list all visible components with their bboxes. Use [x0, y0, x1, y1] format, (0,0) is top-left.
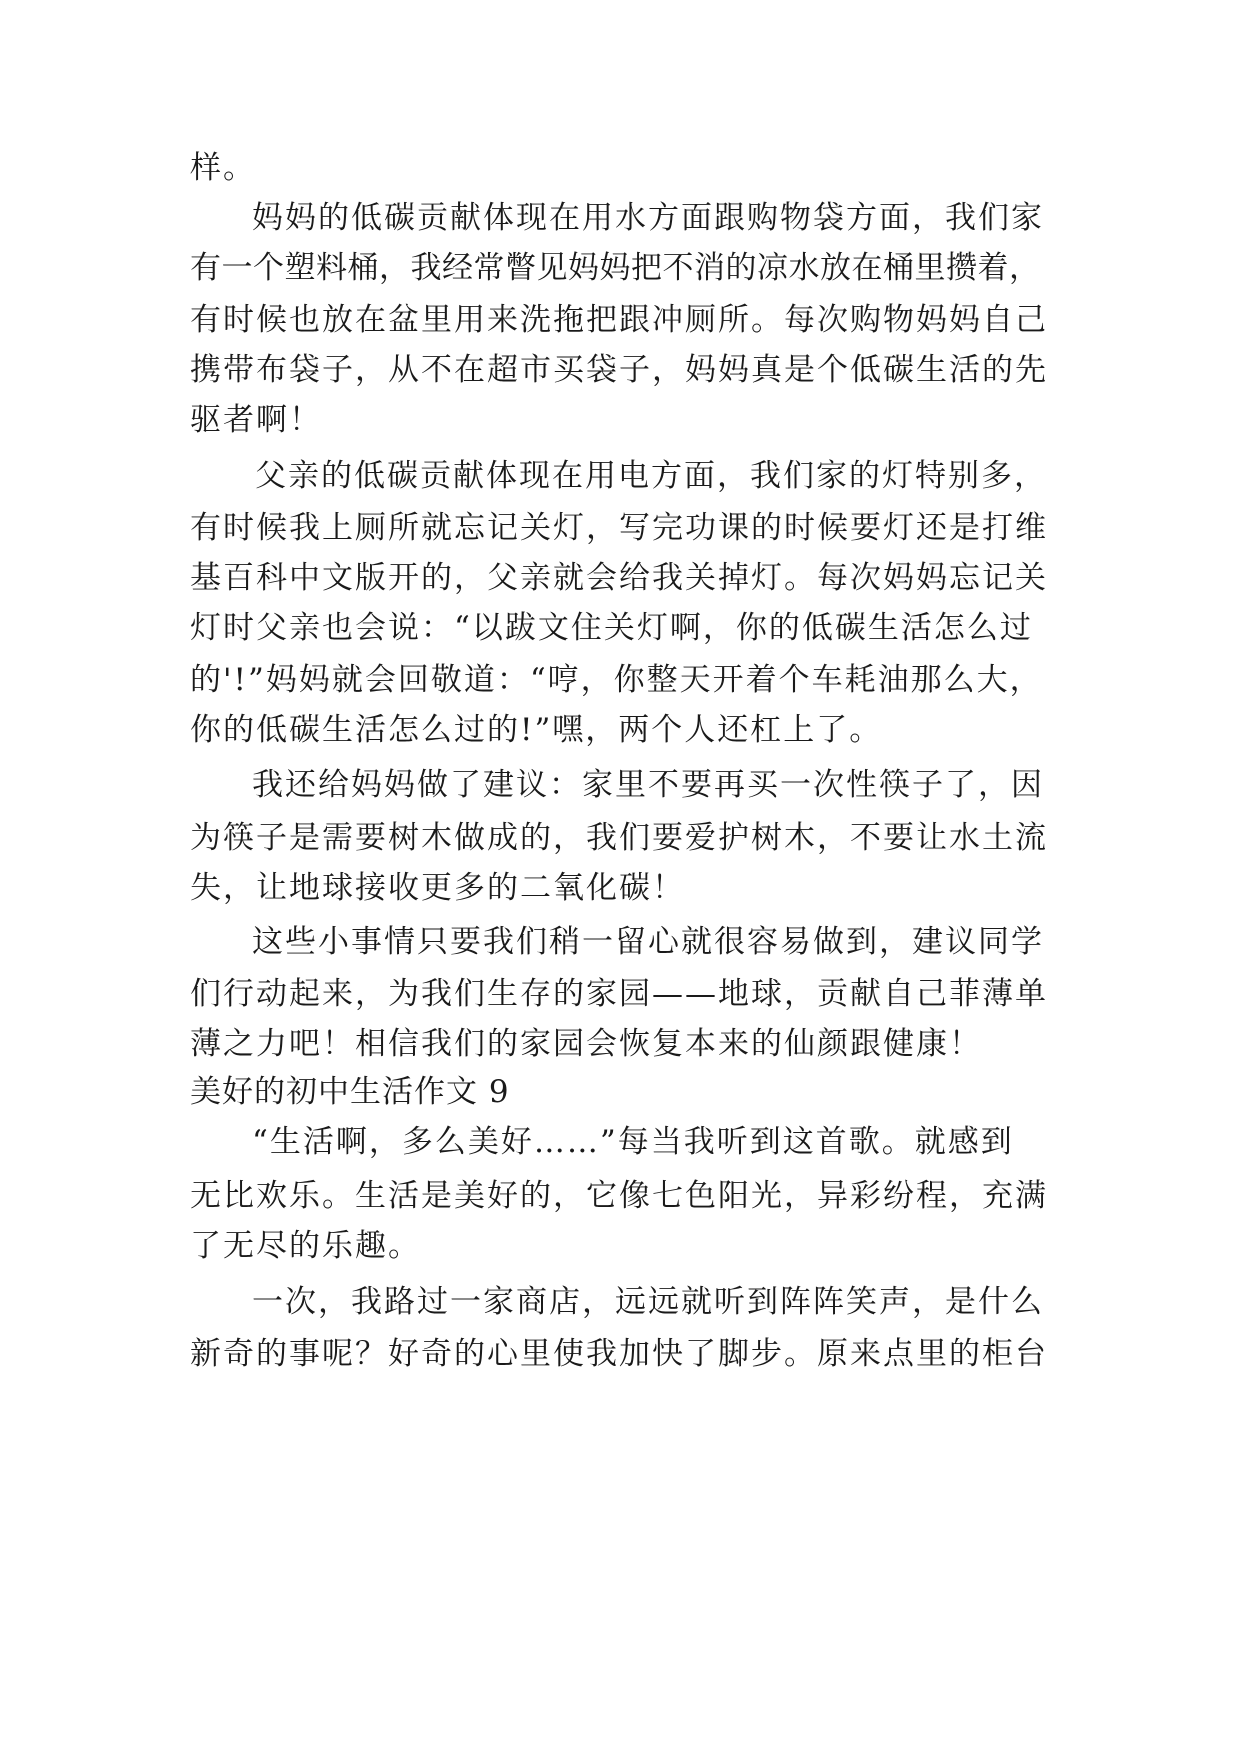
text-line: 妈妈的低碳贡献体现在用水方面跟购物袋方面，我们家 — [252, 200, 1044, 236]
text-line: 薄之力吧！相信我们的家园会恢复本来的仙颜跟健康！ — [190, 1026, 982, 1062]
text-line: 样。 — [190, 150, 256, 186]
text-line: 你的低碳生活怎么过的!”嘿，两个人还杠上了。 — [190, 712, 883, 748]
text-line: 基百科中文版开的，父亲就会给我关掉灯。每次妈妈忘记关 — [190, 560, 1048, 596]
text-line: 有时候我上厕所就忘记关灯，写完功课的时候要灯还是打维 — [190, 510, 1048, 546]
text-line: 了无尽的乐趣。 — [190, 1228, 421, 1264]
text-line: “生活啊，多么美好……”每当我听到这首歌。就感到 — [252, 1124, 1014, 1160]
text-line: 失，让地球接收更多的二氧化碳！ — [190, 870, 685, 906]
text-line: 父亲的低碳贡献体现在用电方面，我们家的灯特别多， — [255, 458, 1047, 494]
text-line: 有一个塑料桶，我经常瞥见妈妈把不消的凉水放在桶里攒着， — [190, 250, 1041, 286]
text-line: 灯时父亲也会说：“以跋文住关灯啊，你的低碳生活怎么过 — [190, 610, 1033, 646]
text-line: 我还给妈妈做了建议：家里不要再买一次性筷子了，因 — [252, 767, 1044, 803]
text-line: 有时候也放在盆里用来洗拖把跟冲厕所。每次购物妈妈自己 — [190, 302, 1048, 338]
text-line: 无比欢乐。生活是美好的，它像七色阳光，异彩纷程，充满 — [190, 1178, 1048, 1214]
text-line: 们行动起来，为我们生存的家园——地球，贡献自己菲薄单 — [190, 976, 1048, 1012]
text-line: 携带布袋子，从不在超市买袋子，妈妈真是个低碳生活的先 — [190, 352, 1048, 388]
text-line: 这些小事情只要我们稍一留心就很容易做到，建议同学 — [252, 924, 1044, 960]
text-line: 新奇的事呢？好奇的心里使我加快了脚步。原来点里的柜台 — [190, 1336, 1048, 1372]
text-line: 驱者啊！ — [190, 402, 322, 438]
text-line: 一次，我路过一家商店，远远就听到阵阵笑声，是什么 — [252, 1284, 1044, 1320]
text-line: 的'!”妈妈就会回敬道：“哼，你整天开着个车耗油那么大， — [190, 662, 1043, 698]
section-heading: 美好的初中生活作文 9 — [190, 1074, 510, 1110]
text-line: 为筷子是需要树木做成的，我们要爱护树木，不要让水土流 — [190, 820, 1048, 856]
